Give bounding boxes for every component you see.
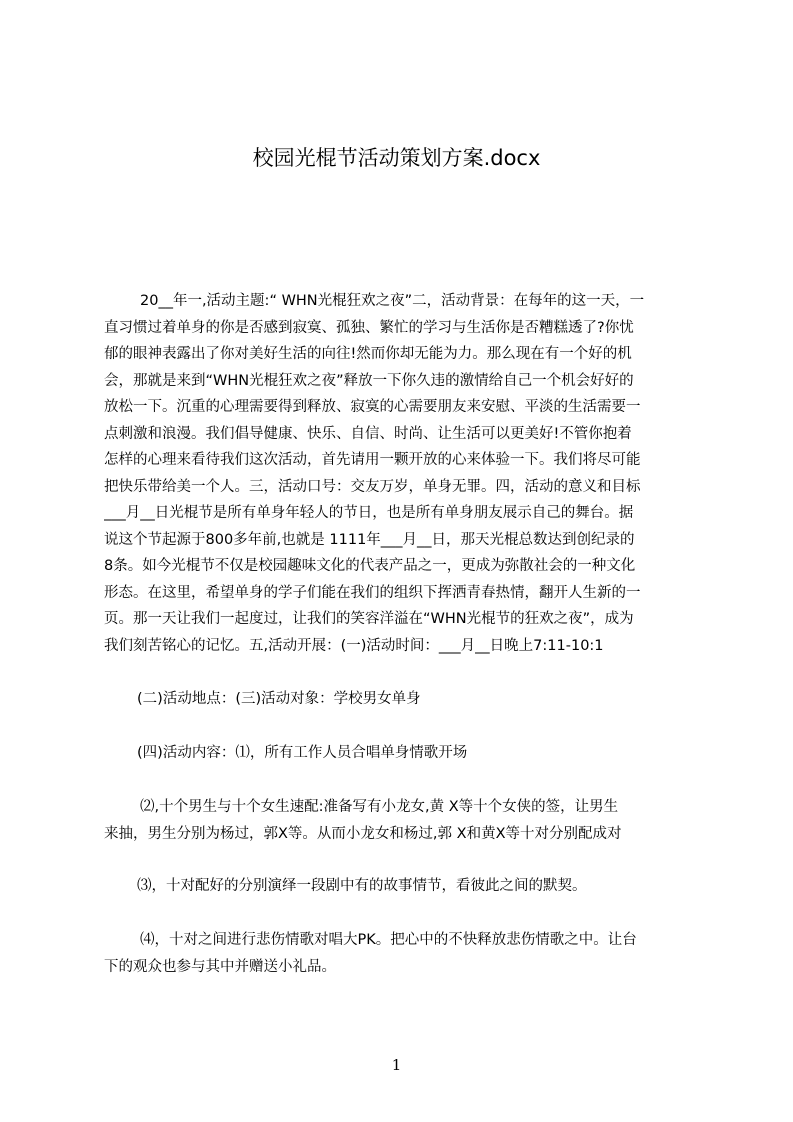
item-3-paragraph [104,873,704,900]
item-2-paragraph [104,794,704,847]
paragraph-line: ⑶，十对配好的分别演绎一段剧中有的故事情节，看彼此之间的默契。 [137,878,587,894]
intro-paragraph [104,288,704,659]
paragraph-line: 点刺激和浪漫。我们倡导健康、快乐、自信、时尚、让生活可以更美好!不管你抱着 [104,425,632,442]
paragraph-line: 20__年一,活动主题:“ WHN光棍狂欢之夜”二，活动背景：在每年的这一天，一 [140,293,645,309]
paragraph-line: 会，那就是来到“WHN光棍狂欢之夜”释放一下你久违的激情给自己一个机会好好的 [104,372,634,389]
paragraph-line: 放松一下。沉重的心理需要得到释放、寂寞的心需要朋友来安慰、平淡的生活需要一 [104,399,641,415]
paragraph-line: 直习惯过着单身的你是否感到寂寞、孤独、繁忙的学习与生活你是否糟糕透了?你忧 [104,319,634,336]
document-title: 校园光棍节活动策划方案.docx [252,146,541,170]
paragraph-line: 我们刻苦铭心的记忆。五,活动开展：(一)活动时间：___月__日晚上7:11-10:1 [104,637,604,654]
paragraph-line: 下的观众也参与其中并赠送小礼品。 [104,958,336,975]
paragraph-line: ⑵,十个男生与十个女生速配:准备写有小龙女,黄 X等十个女侠的签，让男生 [140,799,619,815]
paragraph-line: ⑷，十对之间进行悲伤情歌对唱大PK。把心中的不快释放悲伤情歌之中。让台 [140,932,637,948]
paragraph-line: 把快乐带给美一个人。三，活动口号：交友万岁，单身无罪。四，活动的意义和目标 [104,478,641,495]
paragraph-line: (四)活动内容：⑴，所有工作人员合唱单身情歌开场 [137,745,468,761]
paragraph-line: 郁的眼神表露出了你对美好生活的向往!然而你却无能为力。那么现在有一个好的机 [104,346,632,362]
paragraph-line: ___月__日光棍节是所有单身年轻人的节日，也是所有单身朋友展示自己的舞台。据 [104,505,634,521]
paragraph-line: 说这个节起源于800多年前,也就是 1111年___月__日，那天光棍总数达到创纪录的 [104,531,635,548]
location-paragraph [104,686,704,713]
paragraph-line: 形态。在这里，希望单身的学子们能在我们的组织下挥洒青春热情，翻开人生新的一 [104,584,641,601]
paragraph-line: 页。那一天让我们一起度过，让我们的笑容洋溢在“WHN光棍节的狂欢之夜”，成为 [104,611,634,627]
paragraph-line: 怎样的心理来看待我们这次活动，首先请用一颗开放的心来体验一下。我们将尽可能 [104,452,641,468]
paragraph-line: 8条。如今光棍节不仅是校园趣味文化的代表产品之一，更成为弥散社会的一种文化 [104,558,636,574]
paragraph-line: (二)活动地点：(三)活动对象：学校男女单身 [137,691,421,707]
page-number: 1 [391,1056,402,1074]
paragraph-line: 来抽，男生分别为杨过，郭X等。从而小龙女和杨过,郭 X和黄X等十对分别配成对 [104,825,622,842]
item-4-paragraph [104,927,704,980]
content-paragraph [104,740,704,767]
